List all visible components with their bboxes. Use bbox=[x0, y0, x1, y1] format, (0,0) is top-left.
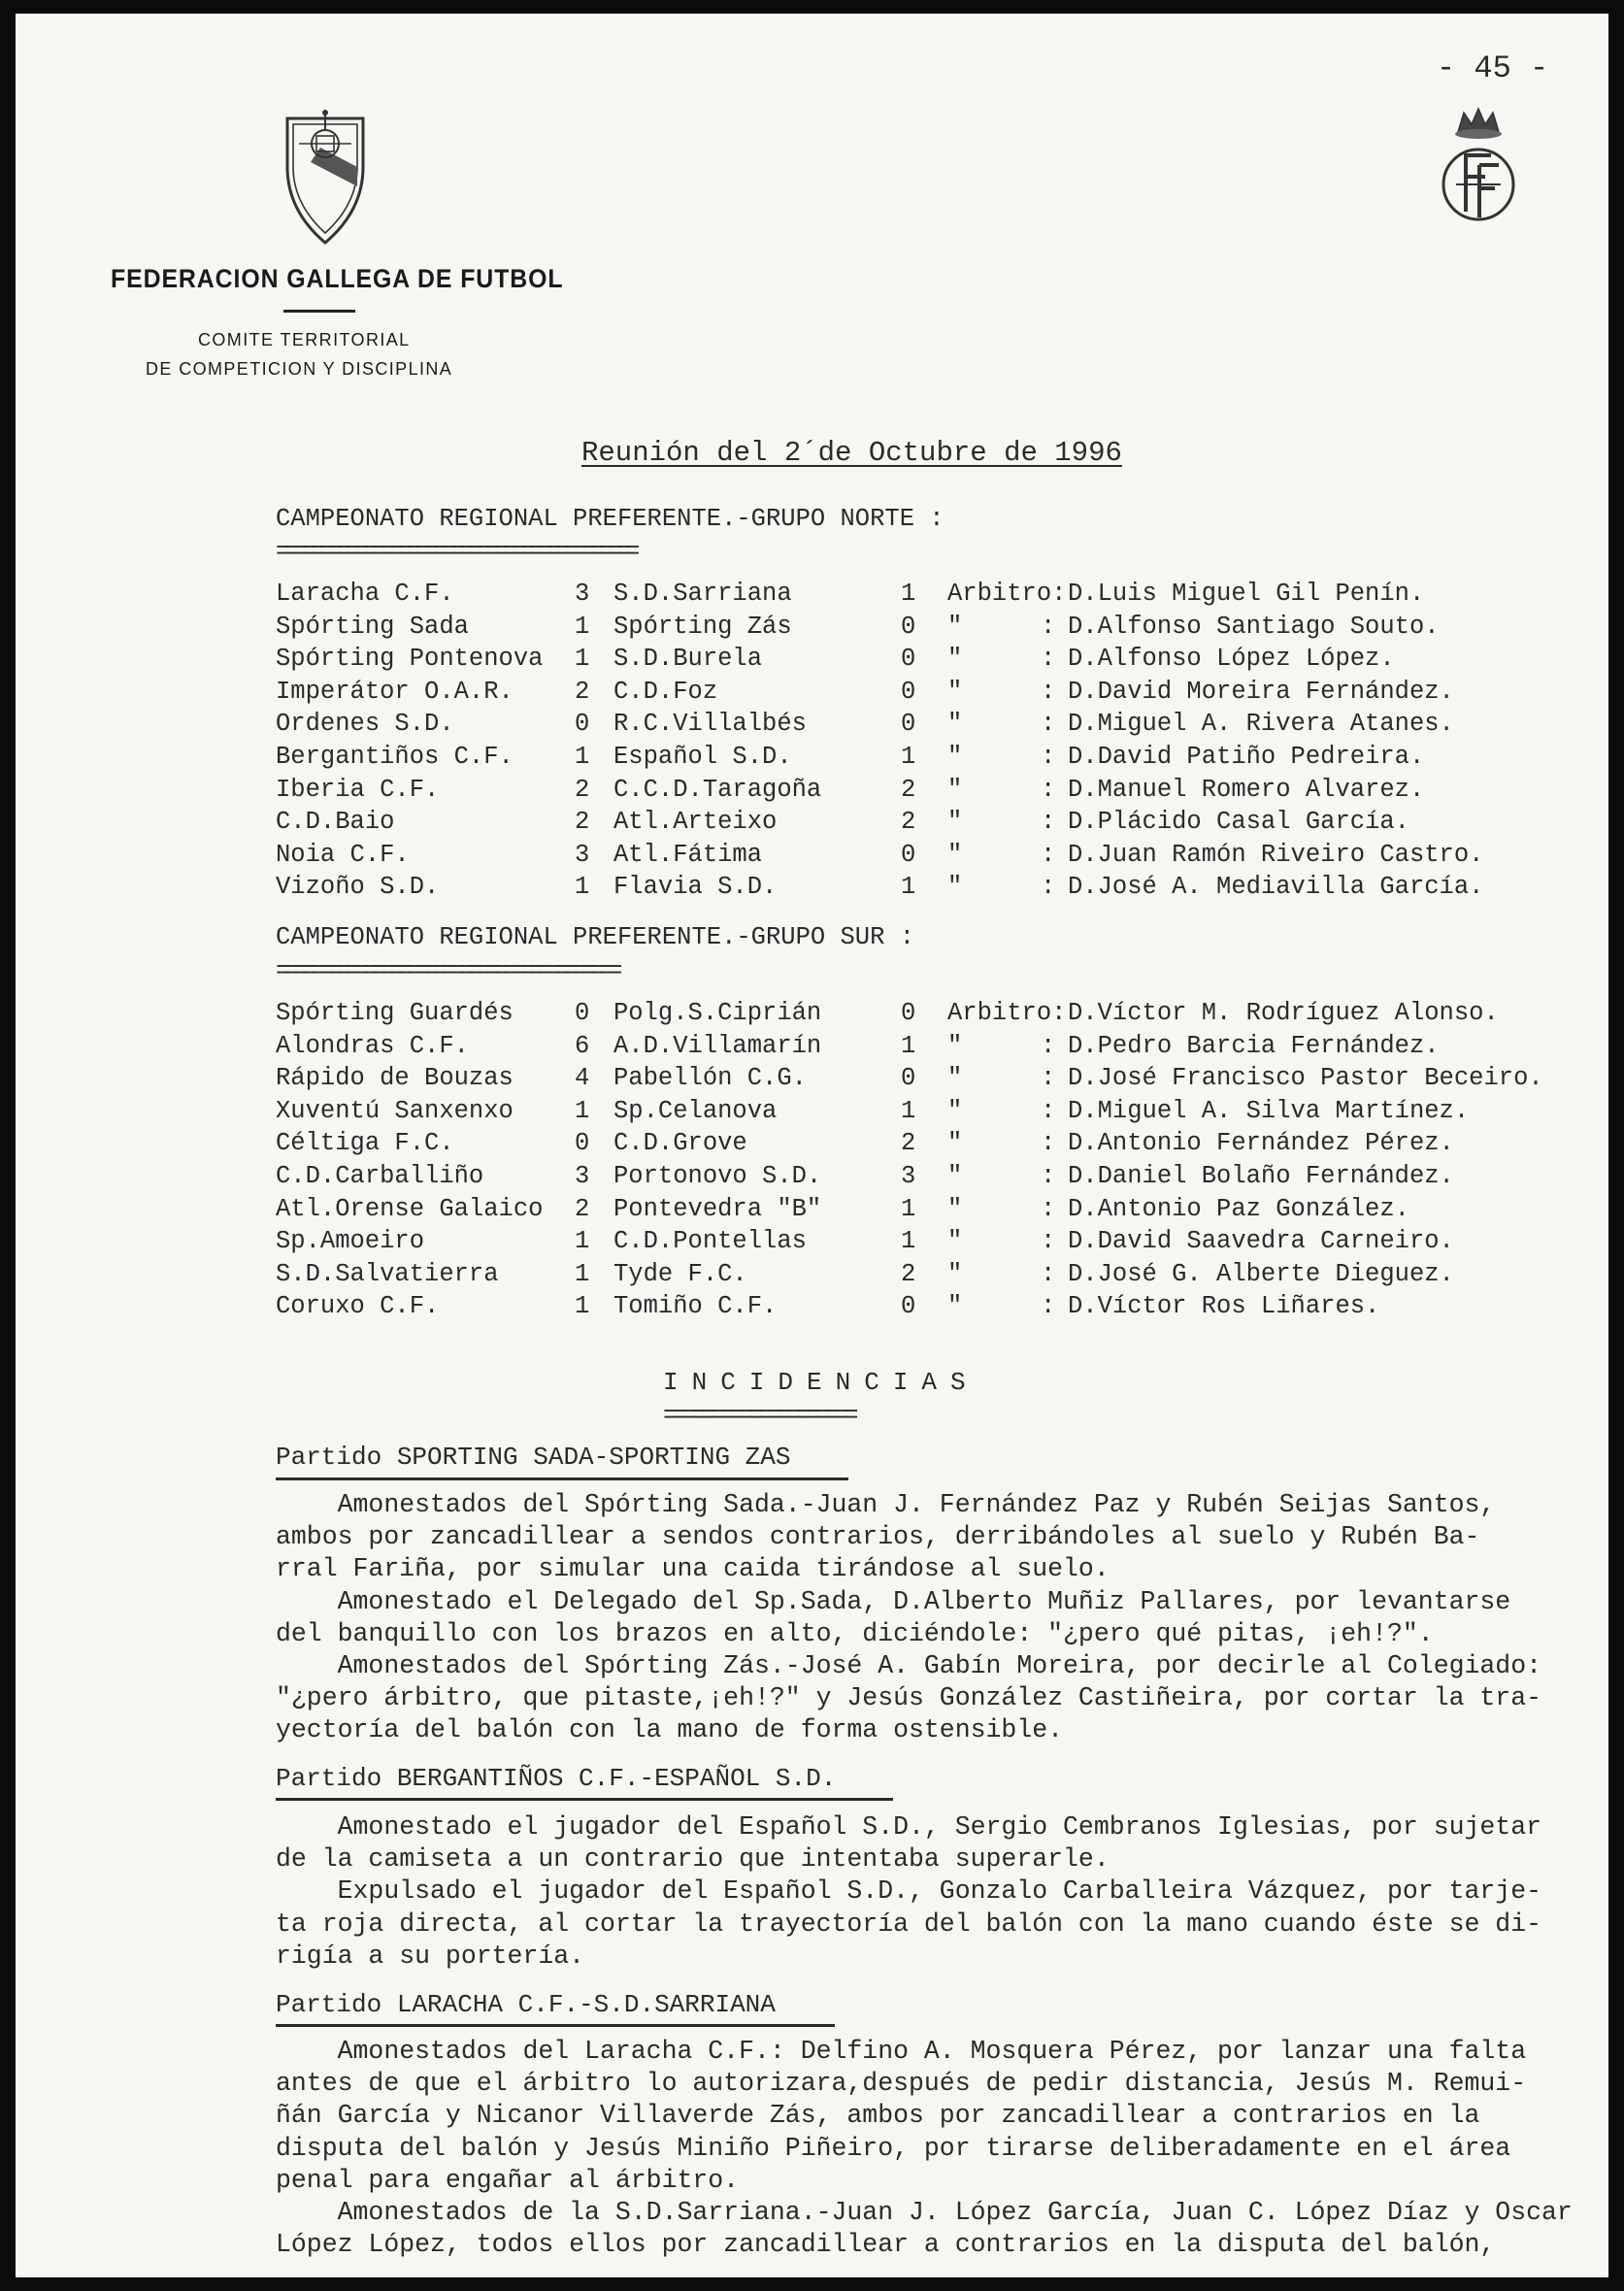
referee-label: " bbox=[947, 645, 963, 674]
partido-heading-3: Partido LARACHA C.F.-S.D.SARRIANA bbox=[276, 1990, 776, 2019]
score-away: 1 bbox=[901, 743, 916, 771]
colon: : bbox=[1041, 808, 1056, 837]
score-away: 2 bbox=[901, 775, 916, 804]
team-away: C.C.D.Taragoña bbox=[613, 775, 822, 804]
score-away: 1 bbox=[901, 1227, 916, 1256]
colon: : bbox=[1041, 743, 1056, 771]
referee-name: D.Antonio Fernández Pérez. bbox=[1068, 1129, 1454, 1158]
referee-label: " bbox=[947, 1162, 963, 1190]
partido-text-3: Amonestados del Laracha C.F.: Delfino A. Mosquera Pérez, por lanzar una falta antes de que el árbitro lo autorizara,después de pedir distancia, Jesús M. Remui- ñán García y Nicanor Villaverde Zás, ambos por zancadillear a contrarios en la disputa del balón y Jesús Miniño Piñeiro, por tirarse deliberadamente en el área penal para engañar al árbitro. Amonestados de la S.D.Sarriana.-Juan J. López García, Juan C. López Díaz y Oscar López López, todos ellos por zancadillear a contrarios en la disputa del balón, bbox=[276, 2037, 1573, 2260]
referee-name: D.Juan Ramón Riveiro Castro. bbox=[1068, 840, 1484, 869]
referee-label: " bbox=[947, 677, 963, 706]
referee-label: " bbox=[947, 840, 963, 869]
team-home: Imperátor O.A.R. bbox=[276, 677, 514, 706]
colon: : bbox=[1041, 1162, 1056, 1190]
referee-label: " bbox=[947, 775, 963, 804]
score-away: 0 bbox=[901, 710, 916, 739]
colon: : bbox=[1041, 1194, 1056, 1223]
score-home: 1 bbox=[575, 873, 590, 902]
score-home: 0 bbox=[575, 710, 590, 739]
team-away: C.D.Foz bbox=[613, 677, 718, 706]
team-away: R.C.Villalbés bbox=[613, 710, 807, 739]
team-away: Tyde F.C. bbox=[613, 1259, 747, 1288]
partido-underline-3 bbox=[276, 2024, 835, 2027]
referee-label: Arbitro: bbox=[947, 580, 1067, 608]
score-home: 2 bbox=[575, 808, 590, 837]
score-away: 1 bbox=[901, 1194, 916, 1223]
incidencias-title: INCIDENCIAS bbox=[663, 1368, 979, 1397]
team-home: S.D.Salvatierra bbox=[276, 1259, 499, 1288]
committee-line-2: DE COMPETICION Y DISCIPLINA bbox=[146, 359, 453, 379]
team-away: Atl.Fátima bbox=[613, 840, 763, 869]
score-home: 3 bbox=[575, 1162, 590, 1190]
referee-label: " bbox=[947, 1064, 963, 1093]
colon: : bbox=[1041, 677, 1056, 706]
score-home: 0 bbox=[575, 999, 590, 1027]
referee-name: D.Manuel Romero Alvarez. bbox=[1068, 775, 1425, 804]
federation-shield-logo bbox=[282, 109, 369, 245]
score-home: 1 bbox=[575, 1292, 590, 1321]
referee-label: " bbox=[947, 1031, 963, 1060]
team-home: Sp.Amoeiro bbox=[276, 1227, 425, 1256]
referee-label: " bbox=[947, 1129, 963, 1158]
team-away: A.D.Villamarín bbox=[613, 1031, 822, 1060]
team-away: C.D.Pontellas bbox=[613, 1227, 807, 1256]
score-home: 2 bbox=[575, 1194, 590, 1223]
score-away: 0 bbox=[901, 1292, 916, 1321]
score-home: 1 bbox=[575, 743, 590, 771]
colon: : bbox=[1041, 840, 1056, 869]
colon: : bbox=[1041, 1259, 1056, 1288]
score-home: 2 bbox=[575, 775, 590, 804]
team-away: Flavia S.D. bbox=[613, 873, 778, 902]
team-away: Atl.Arteixo bbox=[613, 808, 778, 837]
referee-name: D.Pedro Barcia Fernández. bbox=[1068, 1031, 1440, 1060]
partido-text-1: Amonestados del Spórting Sada.-Juan J. Fernández Paz y Rubén Seijas Santos, ambos por zancadillear a sendos contrarios, derribándoles al suelo y Rubén Ba- rral Fariña, por simular una caida tirándose al suelo. Amonestado el Delegado del Sp.Sada, D.Alberto Muñiz Pallares, por levantarse del banquillo con los brazos en alto, diciéndole: "¿pero qué pitas, ¡eh!?". Amonestados del Spórting Zás.-José A. Gabín Moreira, por decirle al Colegiado: "¿pero árbitro, que pitaste,¡eh!?" y Jesús González Castiñeira, por cortar la tra- yectoría del balón con la mano de forma ostensible. bbox=[276, 1490, 1542, 1745]
royal-crest-logo bbox=[1437, 103, 1520, 235]
group-sur-title: CAMPEONATO REGIONAL PREFERENTE.-GRUPO SUR : bbox=[276, 923, 915, 951]
score-away: 0 bbox=[901, 612, 916, 641]
referee-name: D.José A. Mediavilla García. bbox=[1068, 873, 1484, 902]
referee-name: D.Víctor Ros Liñares. bbox=[1068, 1292, 1380, 1321]
title-divider bbox=[283, 310, 355, 313]
score-home: 3 bbox=[575, 840, 590, 869]
score-home: 1 bbox=[575, 1096, 590, 1125]
team-home: Céltiga F.C. bbox=[276, 1129, 454, 1158]
team-home: C.D.Baio bbox=[276, 808, 395, 837]
committee-line-1: COMITE TERRITORIAL bbox=[198, 330, 411, 349]
referee-label: " bbox=[947, 1194, 963, 1223]
score-home: 6 bbox=[575, 1031, 590, 1060]
partido-text-2: Amonestado el jugador del Español S.D., Sergio Cembranos Iglesias, por sujetar de la camiseta a un contrario que intentaba superarle. Expulsado el jugador del Español S.D., Gonzalo Carballeira Vázquez, por tarje- ta roja directa, al cortar la trayectoría del balón con la mano cuando éste se di- rigía a su portería. bbox=[276, 1812, 1542, 1971]
partido-underline-1 bbox=[276, 1478, 848, 1480]
team-away: S.D.Sarriana bbox=[613, 580, 792, 608]
score-home: 4 bbox=[575, 1064, 590, 1093]
referee-label: " bbox=[947, 1227, 963, 1256]
colon: : bbox=[1041, 612, 1056, 641]
referee-name: D.Alfonso Santiago Souto. bbox=[1068, 612, 1440, 641]
colon: : bbox=[1041, 1227, 1056, 1256]
colon: : bbox=[1041, 1129, 1056, 1158]
referee-label: " bbox=[947, 1259, 963, 1288]
score-home: 1 bbox=[575, 612, 590, 641]
team-away: Sp.Celanova bbox=[613, 1096, 778, 1125]
referee-name: D.David Patiño Pedreira. bbox=[1068, 743, 1425, 771]
score-home: 1 bbox=[575, 645, 590, 674]
score-away: 2 bbox=[901, 808, 916, 837]
score-away: 0 bbox=[901, 645, 916, 674]
referee-name: D.Miguel A. Rivera Atanes. bbox=[1068, 710, 1454, 739]
team-home: Atl.Orense Galaico bbox=[276, 1194, 544, 1223]
score-home: 1 bbox=[575, 1259, 590, 1288]
score-home: 0 bbox=[575, 1129, 590, 1158]
score-away: 0 bbox=[901, 677, 916, 706]
federation-title: FEDERACION GALLEGA DE FUTBOL bbox=[111, 264, 564, 293]
score-home: 2 bbox=[575, 677, 590, 706]
colon: : bbox=[1041, 645, 1056, 674]
team-home: Bergantiños C.F. bbox=[276, 743, 514, 771]
referee-label: " bbox=[947, 743, 963, 771]
referee-name: D.Daniel Bolaño Fernández. bbox=[1068, 1162, 1454, 1190]
document-page bbox=[16, 14, 1608, 2277]
score-home: 3 bbox=[575, 580, 590, 608]
score-away: 1 bbox=[901, 1096, 916, 1125]
team-home: Coruxo C.F. bbox=[276, 1292, 440, 1321]
team-home: Laracha C.F. bbox=[276, 580, 454, 608]
team-away: Pabellón C.G. bbox=[613, 1064, 807, 1093]
team-away: Spórting Zás bbox=[613, 612, 792, 641]
colon: : bbox=[1041, 873, 1056, 902]
score-away: 0 bbox=[901, 999, 916, 1027]
team-away: Español S.D. bbox=[613, 743, 792, 771]
team-away: Tomiño C.F. bbox=[613, 1292, 778, 1321]
team-home: Spórting Guardés bbox=[276, 999, 514, 1027]
page-number: - 45 - bbox=[1437, 50, 1549, 86]
referee-name: D.David Saavedra Carneiro. bbox=[1068, 1227, 1454, 1256]
referee-label: Arbitro: bbox=[947, 999, 1067, 1027]
score-home: 1 bbox=[575, 1227, 590, 1256]
colon: : bbox=[1041, 1096, 1056, 1125]
colon: : bbox=[1041, 710, 1056, 739]
group-norte-rule: ========================================= bbox=[276, 538, 635, 566]
referee-label: " bbox=[947, 873, 963, 902]
referee-name: D.Plácido Casal García. bbox=[1068, 808, 1409, 837]
team-home: Ordenes S.D. bbox=[276, 710, 454, 739]
group-norte-title: CAMPEONATO REGIONAL PREFERENTE.-GRUPO NORTE : bbox=[276, 505, 945, 533]
colon: : bbox=[1041, 1292, 1056, 1321]
referee-name: D.Luis Miguel Gil Penín. bbox=[1068, 580, 1425, 608]
colon: : bbox=[1041, 775, 1056, 804]
score-away: 2 bbox=[901, 1259, 916, 1288]
referee-name: D.Antonio Paz González. bbox=[1068, 1194, 1409, 1223]
score-away: 0 bbox=[901, 1064, 916, 1093]
score-away: 0 bbox=[901, 840, 916, 869]
team-home: Alondras C.F. bbox=[276, 1031, 469, 1060]
team-home: Xuventú Sanxenxo bbox=[276, 1096, 514, 1125]
team-home: Rápido de Bouzas bbox=[276, 1064, 514, 1093]
score-away: 1 bbox=[901, 580, 916, 608]
partido-underline-2 bbox=[276, 1798, 893, 1801]
incidencias-rule: ==================== bbox=[663, 1402, 854, 1430]
team-away: Pontevedra "B" bbox=[613, 1194, 822, 1223]
meeting-title: Reunión del 2´de Octubre de 1996 bbox=[581, 437, 1122, 469]
referee-name: D.José G. Alberte Dieguez. bbox=[1068, 1259, 1454, 1288]
team-home: Noia C.F. bbox=[276, 840, 410, 869]
referee-label: " bbox=[947, 612, 963, 641]
referee-label: " bbox=[947, 710, 963, 739]
partido-heading-2: Partido BERGANTIÑOS C.F.-ESPAÑOL S.D. bbox=[276, 1764, 837, 1793]
score-away: 1 bbox=[901, 873, 916, 902]
referee-label: " bbox=[947, 1292, 963, 1321]
score-away: 2 bbox=[901, 1129, 916, 1158]
score-away: 1 bbox=[901, 1031, 916, 1060]
partido-heading-1: Partido SPORTING SADA-SPORTING ZAS bbox=[276, 1443, 791, 1472]
group-sur-rule: ======================================= bbox=[276, 957, 617, 985]
team-away: Polg.S.Ciprián bbox=[613, 999, 822, 1027]
referee-label: " bbox=[947, 1096, 963, 1125]
team-home: Spórting Sada bbox=[276, 612, 469, 641]
colon: : bbox=[1041, 1031, 1056, 1060]
referee-name: D.Alfonso López López. bbox=[1068, 645, 1395, 674]
referee-name: D.Víctor M. Rodríguez Alonso. bbox=[1068, 999, 1499, 1027]
referee-name: D.José Francisco Pastor Beceiro. bbox=[1068, 1064, 1543, 1093]
team-away: C.D.Grove bbox=[613, 1129, 747, 1158]
team-home: C.D.Carballiño bbox=[276, 1162, 484, 1190]
team-home: Iberia C.F. bbox=[276, 775, 440, 804]
team-home: Spórting Pontenova bbox=[276, 645, 544, 674]
referee-name: D.Miguel A. Silva Martínez. bbox=[1068, 1096, 1470, 1125]
team-away: S.D.Burela bbox=[613, 645, 763, 674]
referee-name: D.David Moreira Fernández. bbox=[1068, 677, 1454, 706]
referee-label: " bbox=[947, 808, 963, 837]
colon: : bbox=[1041, 1064, 1056, 1093]
score-away: 3 bbox=[901, 1162, 916, 1190]
team-home: Vizoño S.D. bbox=[276, 873, 440, 902]
team-away: Portonovo S.D. bbox=[613, 1162, 822, 1190]
